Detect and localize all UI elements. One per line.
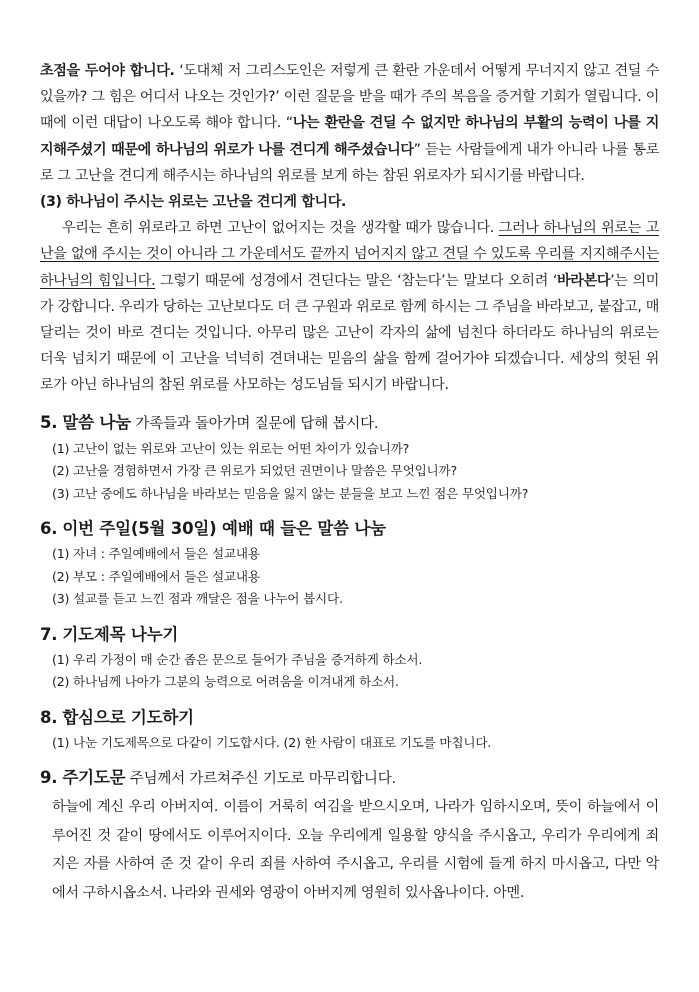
- comfort-text-b: 그렇기 때문에 성경에서 견딘다는 말은 ‘참는다’는 말보다 오히려 ‘: [155, 272, 558, 289]
- section-sermon-sharing: [40, 515, 659, 611]
- section-description: 가족들과 돌아가며 질문에 답해 봅시다.: [130, 415, 379, 432]
- list-item: (3) 고난 중에도 하나님을 바라보는 믿음을 잃지 않는 분들을 보고 느낀 점은 무엇입니까?: [52, 485, 529, 501]
- section-description: 주님께서 가르쳐주신 기도로 마무리합니다.: [125, 771, 396, 788]
- list-item: (2) 부모 : 주일예배에서 들은 설교내용: [52, 568, 260, 584]
- comfort-underlined: 그러나 하나님의 위로는 고난을 없애 주시는 것이 아니라 그 가운데서도 끝까지 넘어지지 않고 견딜 수 있도록 우리를 지지해주시는 하나님의 힘입니다.: [40, 220, 659, 289]
- list-item: (1) 우리 가정이 매 순간 좁은 문으로 들어가 주님을 증거하게 하소서.: [52, 651, 423, 667]
- section-number: 6.: [40, 519, 58, 539]
- list-item: (1) 고난이 없는 위로와 고난이 있는 위로는 어떤 차이가 있습니까?: [52, 440, 410, 456]
- section-united-prayer: [40, 704, 659, 755]
- section-prayer-topics: [40, 621, 659, 694]
- section-title: [40, 704, 659, 732]
- section-name: 주기도문: [62, 768, 126, 788]
- section-items: [40, 438, 659, 506]
- section-name: 기도제목 나누기: [62, 624, 179, 644]
- intro-paragraph: [40, 58, 659, 189]
- list-item: (1) 자녀 : 주일예배에서 들은 설교내용: [52, 546, 260, 562]
- lords-prayer-text: 하늘에 계신 우리 아버지여. 이름이 거룩히 여김을 받으시오며, 나라가 임하시오며, 뜻이 하늘에서 이루어진 것 같이 땅에서도 이루어지이다. 오늘 우리에게 일용할 양식을 주시옵고, 우리가 우리에게 죄 지은 자를 사하여 준 것 같이 우리 죄를 사하여 주시옵고, 우리를 시험에 들게 하지 마시옵고, 다만 악에서 구하시옵소서. 나라와 권세와 영광이 아버지께 영원히 있사옵나이다. 아멘.: [52, 799, 659, 901]
- section-name: 이번 주일(5월 30일) 예배 때 들은 말씀 나눔: [62, 519, 386, 539]
- list-item: (2) 하나님께 나아가 그분의 능력으로 어려움을 이겨내게 하소서.: [52, 674, 399, 690]
- section-items: [40, 543, 659, 611]
- section-lords-prayer: [40, 764, 659, 793]
- point-3-heading: (3) 하나님이 주시는 위로는 고난을 견디게 합니다.: [40, 194, 347, 211]
- comfort-bold-word: 바라본다: [557, 272, 611, 289]
- comfort-text-c: ’는 의미가 강합니다. 우리가 당하는 고난보다도 더 큰 구원과 위로로 함께 하시는 그 주님을 바라보고, 붙잡고, 매달리는 것이 바로 견디는 것입니다. 아무리 많은 고난이 각자의 삶에 넘친다 하더라도 하나님의 위로는 더욱 넘치기 때문에 이 고난을 넉넉히 견뎌내는 믿음의 삶을 함께 걸어가야 되겠습니다. 세상의 헛된 위로가 아닌 하나님의 참된 위로를 사모하는 성도님들 되시기 바랍니다.: [40, 272, 659, 394]
- list-item: (1) 나눈 기도제목으로 다같이 기도합시다. (2) 한 사람이 대표로 기도를 마칩니다.: [52, 734, 492, 750]
- comfort-paragraph: [40, 215, 659, 398]
- intro-text-a: ‘도대체 저 그리스도인은 저렇게 큰 환란 가운데서 어떻게 무너지지 않고 견딜 수 있을까? 그 힘은 어디서 나오는 것인가?’ 이런 질문을 받을 때가 주의 복음을 증거할 기회가 열립니다. 이때에 이런 대답이 나오도록 해야 합니다. “: [40, 63, 659, 132]
- intro-text-b: ” 듣는 사람들에게 내가 아니라 나를 통로로 그 고난을 견디게 해주시는 하나님의 위로를 보게 하는 참된 위로자가 되시기를 바랍니다.: [40, 141, 659, 184]
- section-name: 말씀 나눔: [62, 412, 131, 432]
- section-items: [40, 649, 659, 694]
- section-number: 9.: [40, 768, 58, 788]
- list-item: (3) 설교를 듣고 느낀 점과 깨달은 점을 나누어 봅시다.: [52, 591, 343, 607]
- section-number: 8.: [40, 707, 58, 727]
- section-title: [40, 764, 659, 793]
- intro-bold-quote: 나는 환란을 견딜 수 없지만 하나님의 부활의 능력이 나를 지지해주셨기 때문에 하나님의 위로가 나를 견디게 해주셨습니다: [40, 115, 660, 158]
- comfort-text-a: 우리는 흔히 위로라고 하면 고난이 없어지는 것을 생각할 때가 많습니다.: [62, 220, 499, 237]
- section-word-sharing: [40, 409, 659, 506]
- section-number: 7.: [40, 624, 58, 644]
- section-name: 합심으로 기도하기: [62, 707, 194, 727]
- section-title: [40, 409, 659, 438]
- sections-container: [40, 409, 659, 794]
- intro-bold-lead: 초점을 두어야 합니다.: [40, 63, 175, 79]
- list-item: (2) 고난을 경험하면서 가장 큰 위로가 되었던 권면이나 말씀은 무엇입니까?: [52, 463, 457, 479]
- section-title: [40, 515, 659, 543]
- section-items: [40, 732, 659, 755]
- section-number: 5.: [40, 412, 58, 432]
- section-title: [40, 621, 659, 649]
